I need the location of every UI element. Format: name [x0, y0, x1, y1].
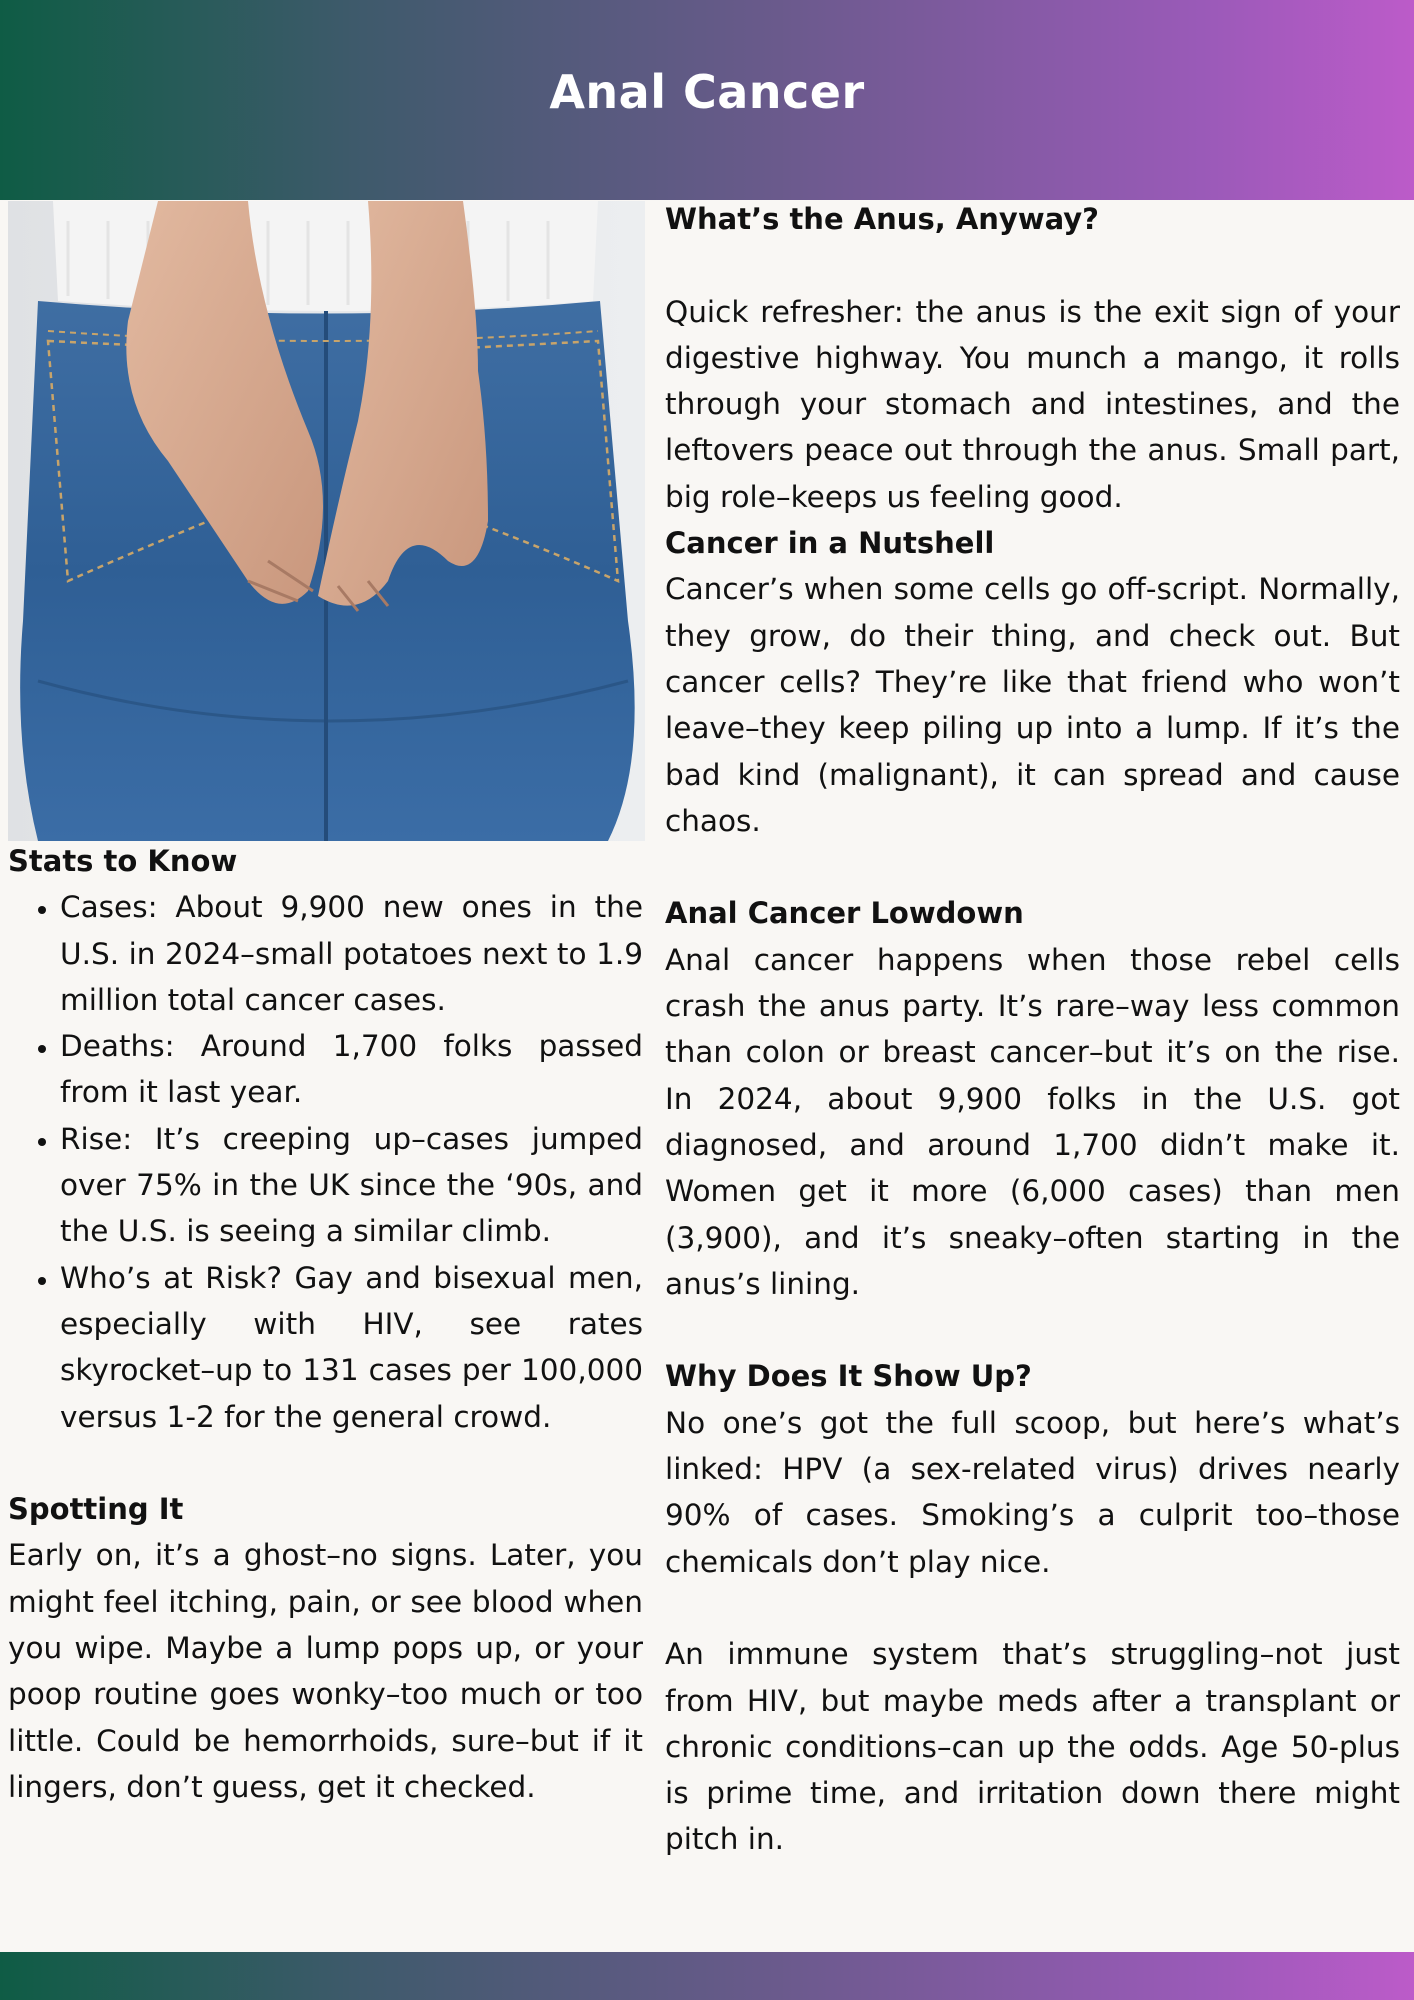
why-heading: Why Does It Show Up? — [665, 1359, 1032, 1394]
nutshell-text: Cancer’s when some cells go off-script. Normally, they grow, do their thing, and check out. But cancer cells? They’re like that friend who won’t leave–they keep piling up into a lump. If it’s the bad kind (malignant), it can spread and cause chaos. — [665, 572, 1400, 838]
stats-item-deaths: • Deaths: Around 1,700 folks passed from it last year. — [60, 1023, 643, 1116]
stats-item-risk: • Who’s at Risk? Gay and bisexual men, especially with HIV, see rates skyrocket–up to 131 cases per 100,000 versus 1-2 for the general crowd. — [60, 1255, 643, 1440]
why-text-1: No one’s got the full scoop, but here’s what’s linked: HPV (a sex-related virus) drives nearly 90% of cases. Smoking’s a culprit too–those chemicals don’t play nice. — [665, 1405, 1400, 1579]
why-text-2: An immune system that’s struggling–not just from HIV, but maybe meds after a transplant or chronic conditions–can up the odds. Age 50-plus is prime time, and irritation down there might pitch in. — [665, 1637, 1400, 1857]
spotting-text: Early on, it’s a ghost–no signs. Later, you might feel itching, pain, or see blood when you wipe. Maybe a lump pops up, or your poop routine goes wonky–too much or too little. Could be hemorrhoids, sure–but if it lingers, don’t guess, get it checked. — [8, 1538, 643, 1804]
spotting-heading: Spotting It — [8, 1492, 184, 1527]
jeans-photo-illustration — [8, 201, 645, 841]
header-banner — [0, 0, 1414, 200]
stats-item-cases: • Cases: About 9,900 new ones in the U.S. in 2024–small potatoes next to 1.9 million total cancer cases. — [60, 884, 643, 1023]
lowdown-text: Anal cancer happens when those rebel cells crash the anus party. It’s rare–way less common than colon or breast cancer–but it’s on the rise. In 2024, about 9,900 folks in the U.S. got diagnosed, and around 1,700 didn’t make it. Women get it more (6,000 cases) than men (3,900), and it’s sneaky–often starting in the anus’s lining. — [665, 942, 1400, 1301]
page-title: Anal Cancer — [549, 65, 865, 119]
anus-heading: What’s the Anus, Anyway? — [665, 202, 1100, 236]
left-column — [8, 838, 643, 1810]
stats-list — [8, 884, 643, 1440]
lowdown-heading: Anal Cancer Lowdown — [665, 896, 1024, 931]
stats-heading: Stats to Know — [8, 844, 238, 878]
anus-text: Quick refresher: the anus is the exit sign of your digestive highway. You munch a mango, it rolls through your stomach and intestines, and the leftovers peace out through the anus. Small part, big role–keeps us feeling good. — [665, 294, 1400, 514]
footer-banner — [0, 1952, 1414, 2000]
hero-photo — [8, 201, 645, 841]
stats-item-rise: • Rise: It’s creeping up–cases jumped over 75% in the UK since the ‘90s, and the U.S. is seeing a similar climb. — [60, 1116, 643, 1255]
right-column — [665, 196, 1400, 1863]
nutshell-heading: Cancer in a Nutshell — [665, 526, 995, 561]
